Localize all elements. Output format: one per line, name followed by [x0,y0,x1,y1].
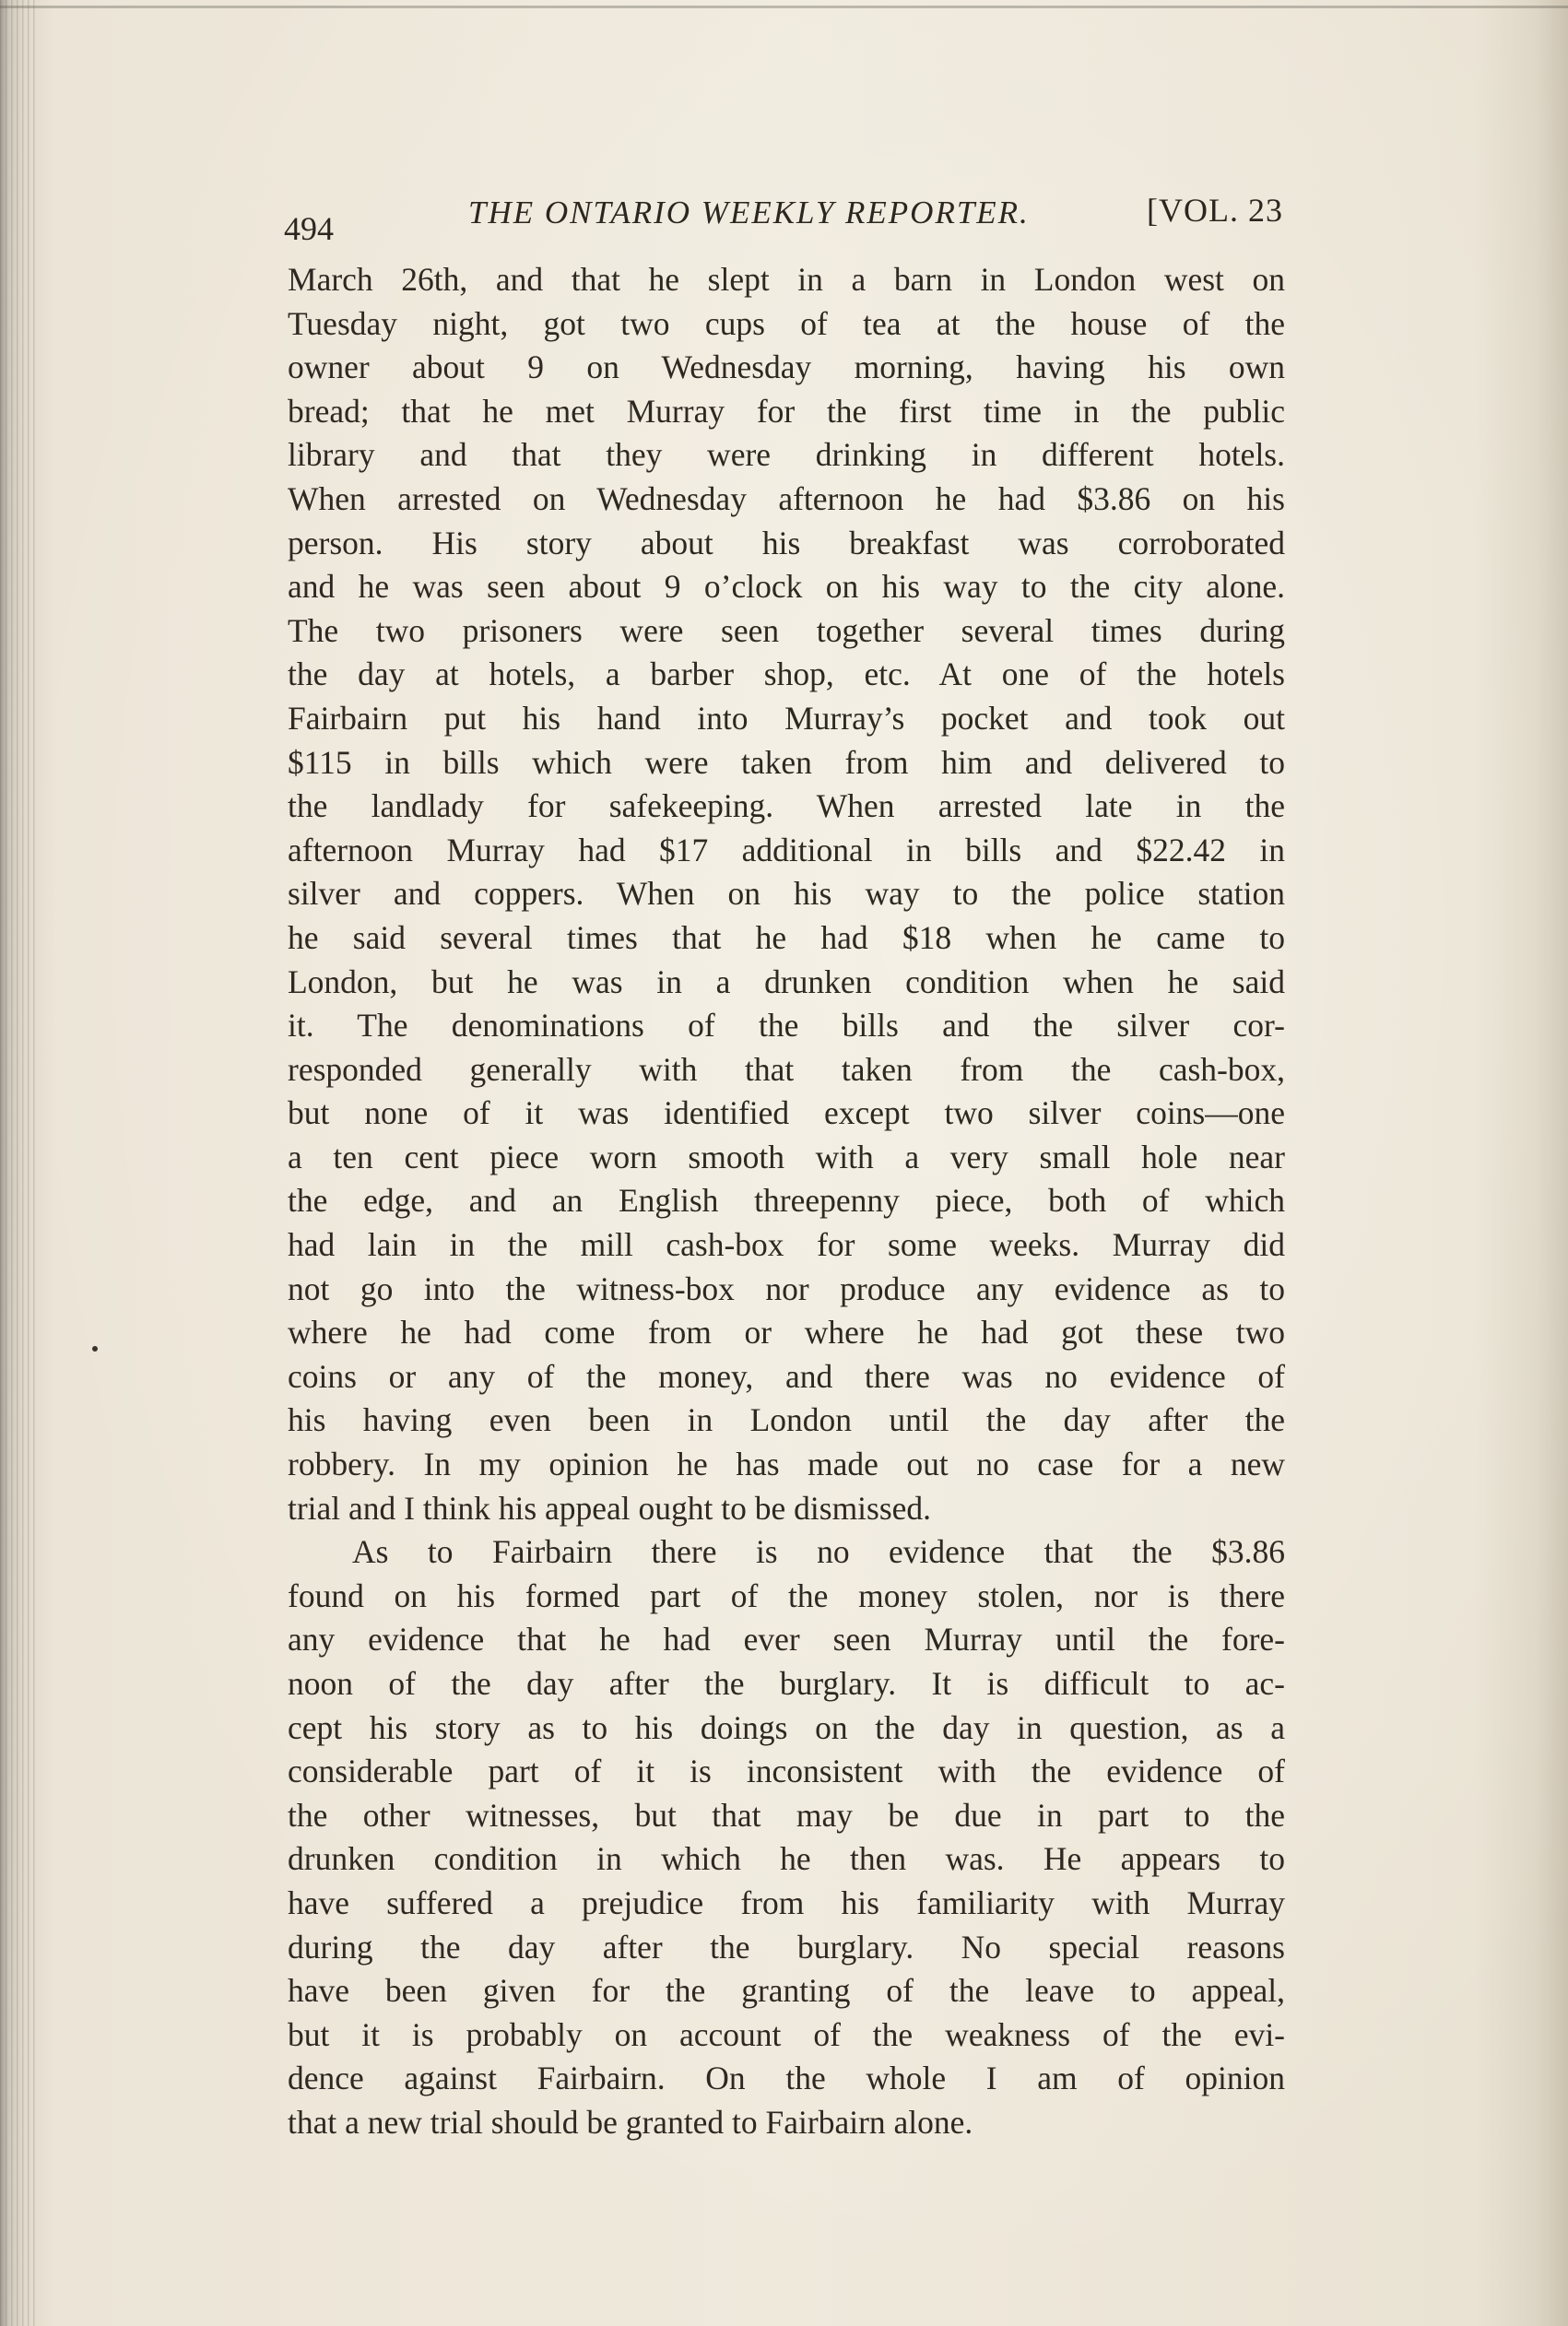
text-line: Tuesday night, got two cups of tea at the house of the [288,304,1285,342]
text-line: trial and I think his appeal ought to be dismissed. [288,1489,932,1527]
text-line: not go into the witness-box nor produce any evidence as to [288,1269,1285,1307]
text-line: that a new trial should be granted to Fairbairn alone. [288,2103,973,2141]
text-line: $115 in bills which were taken from him and delivered to [288,743,1285,781]
text-line: it. The denominations of the bills and the silver cor- [288,1007,1285,1045]
text-line: any evidence that he had ever seen Murray until the fore- [288,1621,1285,1659]
text-line: his having even been in London until the day after the [288,1401,1285,1439]
text-line: noon of the day after the burglary. It is difficult to ac- [288,1665,1285,1702]
text-line: library and that they were drinking in different hotels. [288,436,1285,474]
text-line: The two prisoners were seen together several times during [288,611,1285,649]
text-line: silver and coppers. When on his way to the police station [288,875,1285,913]
text-line: have been given for the granting of the leave to appeal, [288,1972,1285,2010]
text-line: a ten cent piece worn smooth with a very small hole near [288,1138,1285,1175]
text-line: have suffered a prejudice from his familiarity with Murray [288,1883,1285,1921]
text-line: London, but he was in a drunken condition when he said [288,962,1285,1000]
text-line: but it is probably on account of the weakness of the evi- [288,2015,1285,2053]
text-line: he said several times that he had $18 when he came to [288,918,1285,956]
text-line: As to Fairbairn there is no evidence that the $3.86 [352,1533,1285,1571]
text-line: had lain in the mill cash-box for some weeks. Murray did [288,1226,1285,1264]
page-number: 494 [284,210,334,247]
text-line: afternoon Murray had $17 additional in bills and $22.42 in [288,831,1285,868]
text-line: and he was seen about 9 o’clock on his way to the city alone. [288,568,1285,606]
paragraph-1 [288,258,1285,1530]
text-line: but none of it was identified except two silver coins—one [288,1094,1285,1132]
text-line: owner about 9 on Wednesday morning, having his own [288,348,1285,386]
paragraph-2 [288,1530,1285,2144]
text-line: robbery. In my opinion he has made out no case for a new [288,1446,1285,1483]
text-line: considerable part of it is inconsistent with the evidence of [288,1753,1285,1790]
text-line: bread; that he met Murray for the first time in the public [288,392,1285,430]
running-header [284,189,1289,247]
text-line: March 26th, and that he slept in a barn in London west on [288,261,1285,298]
text-line: the other witnesses, but that may be due in part to the [288,1796,1285,1834]
text-line: When arrested on Wednesday afternoon he had $3.86 on his [288,479,1285,517]
text-line: person. His story about his breakfast was corroborated [288,524,1285,561]
running-title: THE ONTARIO WEEKLY REPORTER. [468,195,1030,230]
text-line: coins or any of the money, and there was no evidence of [288,1357,1285,1395]
text-line: cept his story as to his doings on the day in question, as a [288,1708,1285,1746]
text-line: the edge, and an English threepenny piece, both of which [288,1182,1285,1220]
text-line: Fairbairn put his hand into Murray’s pocket and took out [288,699,1285,737]
page-top-edge [0,6,1568,8]
text-line: drunken condition in which he then was. He appears to [288,1840,1285,1878]
text-line: dence against Fairbairn. On the whole I am of opinion [288,2060,1285,2097]
body-text [288,258,1285,2145]
text-line: during the day after the burglary. No special reasons [288,1928,1285,1966]
ink-speck [92,1346,98,1352]
text-line: the day at hotels, a barber shop, etc. At one of the hotels [288,655,1285,693]
page-binding-edge [0,0,37,2326]
text-line: the landlady for safekeeping. When arrested late in the [288,787,1285,825]
text-line: found on his formed part of the money stolen, nor is there [288,1576,1285,1614]
text-line: responded generally with that taken from the cash-box, [288,1050,1285,1088]
text-line: where he had come from or where he had got these two [288,1314,1285,1352]
volume-label: [VOL. 23 [1147,192,1283,229]
